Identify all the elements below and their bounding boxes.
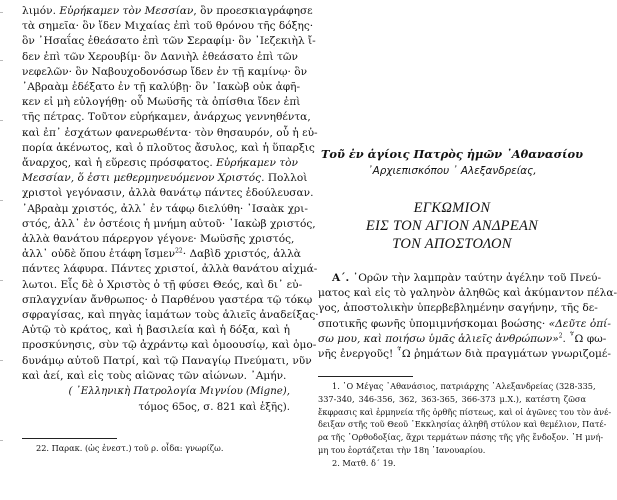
text-span: «Δεῦτε ὀπί- <box>548 317 611 330</box>
sermon-title <box>318 146 586 178</box>
text-span: λωτοι. Εἷς δὲ ὁ Χριστὸς ὁ τῇ φύσει Θεός, καὶ δι᾿ εὐ- <box>22 278 303 291</box>
text-span: Αὐτῷ τὸ κράτος, καὶ ἡ βασιλεία καὶ ἡ δόξα, καὶ ἡ <box>22 324 290 337</box>
text-span: ᾿Ορῶν τὴν λαμπρὰν ταύτην ἀγέλην τοῦ Πνεύ- <box>352 272 602 284</box>
sermon-heading <box>318 199 586 253</box>
text-span: κεν εἰ μὴ εὐλογήθῃ· οὗ Μωϋσῆς τὰ ὀπίσθια ἴδεν ἐπὶ <box>22 96 301 109</box>
scan-mark <box>0 12 3 13</box>
footnote-line: ρα τῆς ᾿Ορθοδοξίας, ἄχρι τερμάτων πάσης τῆς γῆς ἔνδοξον. ῾Η μνή- <box>318 432 604 443</box>
text-span: ᾿Αβραὰμ ἐδέξατο ἐν τῇ καλύβῃ· ὃν ᾿Ιακὼβ οὐκ ἀφῆ- <box>22 81 301 94</box>
text-line <box>22 171 308 186</box>
right-body-text <box>318 271 617 362</box>
text-span: Μεσσίαν, ὅ ἐστι μεθερμηνευόμενον Χριστός. <box>22 172 265 185</box>
footnote-22: 22. Παρακ. (ὡς ἐνεστ.) τοῦ ρ. οἶδα: γνωρίζω. <box>36 443 224 453</box>
text-span: ἀλλὰ θανάτου πάρεργον γέγονε· Μωϋσῆς χριστός, <box>22 233 295 246</box>
scan-mark <box>0 120 3 121</box>
text-span: δεν ἐπὶ τῶν Χερουβίμ· ὃν Δανιὴλ ἐθεάσατο ἐπὶ τῶν <box>22 50 298 63</box>
text-span: γος, ἀποστολικὴν ὑπερβεβλημένην σαγήνην, τῆς δε- <box>318 302 598 315</box>
text-line <box>22 141 315 156</box>
text-line <box>22 262 318 277</box>
text-line <box>22 323 290 338</box>
citation <box>22 384 290 416</box>
text-line <box>318 271 602 286</box>
text-line <box>22 34 316 49</box>
text-span: νῆς ἐνεργοῦς! ῏Ω ῥημάτων διὰ πραγμάτων γνωριζομέ- <box>318 348 611 361</box>
text-line <box>22 308 319 323</box>
text-line <box>22 247 301 262</box>
text-span: ἄναρχος, καὶ ἡ εὕρεσις πρόσφατος. <box>22 157 217 170</box>
left-body-text <box>22 4 319 384</box>
text-line <box>318 301 598 316</box>
text-span: στός, ἀλλ᾿ ἐν ὀστέοις ἡ μνήμη αὐτοῦ· ᾿Ιακὼβ χριστός, <box>22 217 316 230</box>
heading-line-2: ΕΙΣ ΤΟΝ ΑΓΙΟΝ ΑΝΔΡΕΑΝ <box>365 218 539 234</box>
text-span: . ῏Ω φω- <box>562 332 607 345</box>
scan-mark <box>0 280 3 281</box>
text-span: προσκύνησις, σὺν τῷ ἀχράντῳ καὶ ὁμοουσίῳ, καὶ ὁμο- <box>22 339 317 352</box>
text-span: τῆς πέτρας. Τοῦτον εὑρήκαμεν, ἀνάρχως γεννηθέντα, <box>22 111 311 124</box>
footnote-ref: 2 <box>558 332 563 340</box>
footnote-line: 2. Ματθ. δ΄ 19. <box>332 457 396 468</box>
text-line <box>22 293 313 308</box>
scan-mark <box>0 440 3 441</box>
footnote-line: μη του ἑορτάζεται τὴν 18η ᾿Ιανουαρίου. <box>318 444 486 455</box>
scan-mark <box>0 200 3 201</box>
text-line <box>22 186 314 201</box>
footnote-ref: 22 <box>175 247 183 255</box>
text-line <box>318 347 611 362</box>
right-footnotes <box>318 380 612 470</box>
scan-mark <box>0 60 3 61</box>
text-span: · Δαβὶδ χριστός, ἀλλὰ <box>182 248 301 261</box>
text-span: , ὃν προεσκιαγράφησε <box>193 5 313 17</box>
text-line <box>22 50 298 65</box>
text-line <box>22 95 301 110</box>
text-line <box>22 338 317 353</box>
text-span: λιμόν. <box>22 5 60 17</box>
text-span: σπλαγχνίαν ἄνθρωπος· ὁ Παρθένου γαστέρα τῷ τόκῳ <box>22 293 313 306</box>
text-span: ὃν ᾿Ησαΐας ἐθεάσατο ἐπὶ τῶν Σεραφίμ· ὃν ᾿Ιεζεκιὴλ ἴ- <box>22 35 316 48</box>
text-span: Εὑρήκαμεν τὸν Μεσσίαν <box>59 5 194 17</box>
text-span: Α΄. <box>332 272 353 284</box>
footnote-line: δειξαν στῆς τοῦ Θεοῦ ᾿Εκκλησίας ἀληθῆ στύλον καὶ θεμέλιον, Πατέ- <box>318 419 607 430</box>
right-footnote-divider <box>318 376 413 377</box>
footnote-line: 1. ῾Ο Μέγας ᾿Αθανάσιος, πατριάρχης ᾿Αλεξανδρείας (328-335, <box>332 381 596 391</box>
text-span: σω μου, καὶ ποιήσω ὑμᾶς ἁλιεῖς ἀνθρώπων» <box>318 332 559 345</box>
scan-mark <box>0 360 3 361</box>
scan-edge-marks <box>0 0 4 500</box>
text-line <box>22 80 301 95</box>
text-line <box>22 126 318 141</box>
text-span: πορία ἀκένωτος, καὶ ὁ πλοῦτος ἄσυλος, καὶ ἡ ὕπαρξις <box>22 141 315 154</box>
text-line <box>22 232 295 247</box>
text-line <box>22 354 312 369</box>
text-span: τὰ σημεῖα· ὃν ἴδεν Μιχαίας ἐπὶ τοῦ θρόνου τῆς δόξης· <box>22 20 314 33</box>
text-line <box>22 110 311 125</box>
text-span: ἀλλ᾿ οὐδὲ ὅπου ἐτάφη ἴσμεν <box>22 248 176 261</box>
text-line <box>22 4 313 19</box>
text-line <box>22 369 290 384</box>
footnote-line: ἔκφρασις καὶ ἑρμηνεία τῆς ὀρθῆς πίστεως, καὶ οἱ ἀγῶνες του τὸν ἀνέ- <box>318 406 612 417</box>
left-footnote <box>36 442 286 455</box>
text-span: χριστοὶ γεγόνασιν, ἀλλὰ θανάτῳ πάντες ἐδούλευσαν. <box>22 187 314 200</box>
footnote-line: 337-340, 346-356, 362, 363-365, 366-373 μ.Χ.), κατέστη ζῶσα <box>318 393 586 404</box>
text-span: ᾿Αβραὰμ χριστός, ἀλλ᾿ ἐν τάφῳ διελύθη· ᾿Ισαὰκ χρι- <box>22 202 309 215</box>
text-line <box>22 156 298 171</box>
text-line <box>22 202 309 217</box>
heading-line-1: ΕΓΚΩΜΙΟΝ <box>413 200 491 216</box>
text-span: σποτικῆς φωνῆς ὑπομιμνήσκομαι βοώσης· <box>318 317 549 330</box>
text-span: νεφελῶν· ὃν Ναβουχοδονόσωρ ἴδεν ἐν τῇ καμίνῳ· ὃν <box>22 65 308 78</box>
text-line <box>22 65 308 80</box>
text-span: Πολλοὶ <box>264 172 308 185</box>
text-line <box>318 286 617 301</box>
text-span: Εὑρήκαμεν τὸν <box>216 157 298 170</box>
title-line-2: ᾿Αρχιεπισκόπου ᾿ Αλεξανδρείας, <box>367 165 537 177</box>
text-line <box>22 217 316 232</box>
text-line <box>22 278 303 293</box>
text-span: σφραγίσας, καὶ πηγὰς ἰαμάτων τοὺς ἁλιεῖς ἀναδείξας· <box>22 309 319 322</box>
text-line <box>318 332 607 347</box>
text-line <box>318 317 611 332</box>
title-line-1: Τοῦ ἐν ἁγίοις Πατρὸς ἡμῶν ᾿Αθανασίου <box>320 147 584 161</box>
text-span: δυνάμῳ αὐτοῦ Πατρί, καὶ τῷ Παναγίῳ Πνεύματι, νῦν <box>22 354 312 367</box>
text-span: πάντες λάφυρα. Πάντες χριστοί, ἀλλὰ θανάτου αἰχμά- <box>22 263 318 276</box>
heading-line-3: ΤΟΝ ΑΠΟΣΤΟΛΟΝ <box>392 236 512 252</box>
citation-line-2: τόμος 65ος, σ. 821 καὶ ἑξῆς). <box>138 402 290 413</box>
text-span: καὶ ἀεί, καὶ εἰς τοὺς αἰῶνας τῶν αἰώνων. ᾿Αμήν. <box>22 369 287 382</box>
citation-line-1: ( ᾿Ελληνικὴ Πατρολογία Μιγνίου (Migne), <box>68 386 290 397</box>
text-line <box>22 19 314 34</box>
text-span: καὶ ἐπ᾿ ἐσχάτων φανερωθέντα· τὸν θησαυρόν, οὗ ἡ εὐ- <box>22 126 318 139</box>
text-span: ματος καὶ εἰς τὸ γαληνὸν ἀληθῶς καὶ ἀκύμαντον πέλα- <box>318 287 617 300</box>
footnote-divider <box>22 438 117 439</box>
